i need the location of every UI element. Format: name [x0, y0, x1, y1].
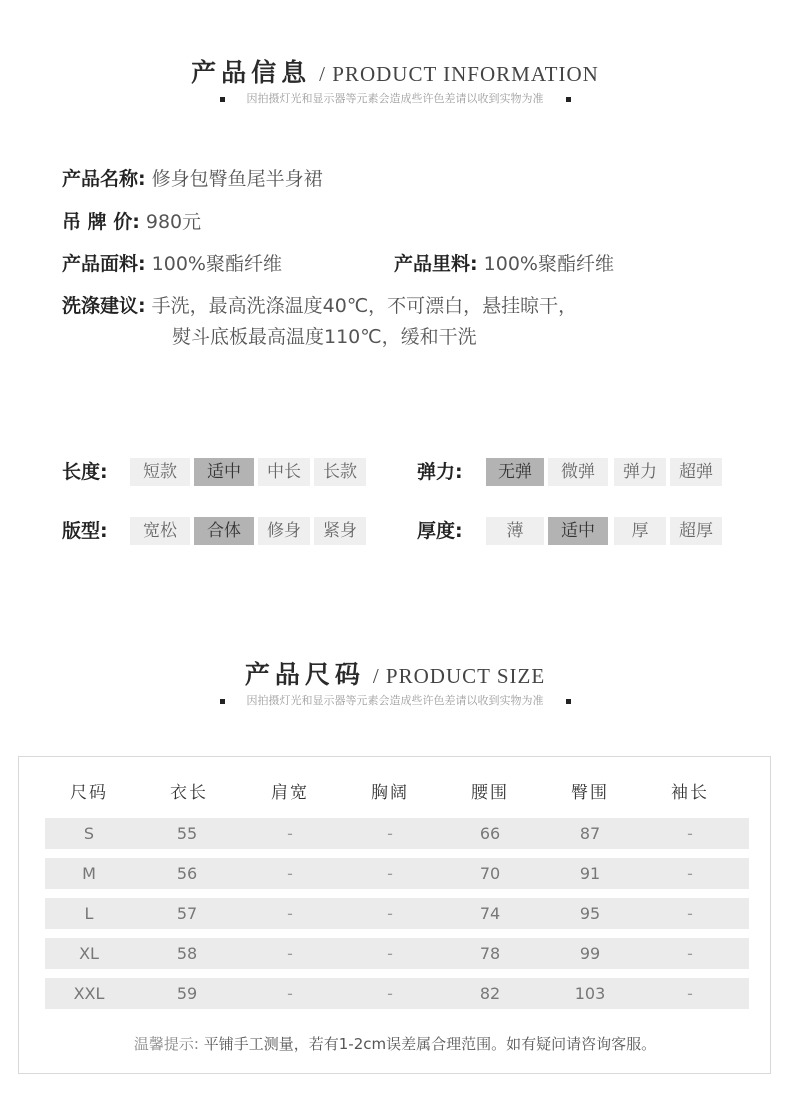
- table-cell: 103: [574, 984, 606, 1003]
- table-header: 臀围: [571, 783, 609, 803]
- fit-option-regular-selected: 合体: [194, 517, 254, 545]
- fit-label: 版型:: [62, 520, 108, 542]
- elasticity-option-slight: 微弹: [548, 458, 608, 486]
- price-row: [62, 210, 201, 234]
- table-cell: -: [387, 864, 393, 883]
- wash-label: 洗涤建议:: [62, 295, 146, 317]
- table-cell: 95: [579, 904, 601, 923]
- fabric-label: 产品面料:: [62, 253, 146, 275]
- color-disclaimer: 因拍摄灯光和显示器等元素会造成些许色差请以收到实物为准: [246, 694, 544, 707]
- table-cell-size: XL: [79, 944, 99, 963]
- info-section-subtitle: [0, 90, 790, 106]
- table-cell: 87: [579, 824, 601, 843]
- bullet-square-icon: [566, 699, 571, 704]
- size-title-en: / PRODUCT SIZE: [372, 664, 546, 688]
- thickness-option-thick: 厚: [614, 517, 666, 545]
- table-header: 袖长: [671, 783, 709, 803]
- table-cell: -: [687, 864, 693, 883]
- table-cell-size: XXL: [73, 984, 105, 1003]
- size-section-title: [0, 655, 790, 691]
- table-cell: 55: [176, 824, 198, 843]
- lining-value: 100%聚酯纤维: [483, 253, 614, 275]
- product-name-value: 修身包臀鱼尾半身裙: [151, 168, 323, 190]
- table-header: 胸阔: [371, 783, 409, 803]
- table-header: 腰围: [471, 783, 509, 803]
- info-title-cn: 产品信息: [191, 58, 312, 87]
- fabric-row: [62, 252, 282, 276]
- size-section-subtitle: [0, 692, 790, 708]
- elasticity-option-none-selected: 无弹: [486, 458, 544, 486]
- table-cell-size: M: [82, 864, 96, 883]
- table-header: 尺码: [70, 783, 108, 803]
- elasticity-option-elastic: 弹力: [614, 458, 666, 486]
- bullet-square-icon: [566, 97, 571, 102]
- wash-row: [62, 294, 577, 318]
- table-cell: -: [687, 944, 693, 963]
- info-section-title: [0, 53, 790, 89]
- table-cell: 56: [176, 864, 198, 883]
- table-header: 衣长: [170, 783, 208, 803]
- table-cell: -: [287, 984, 293, 1003]
- product-name-label: 产品名称:: [62, 168, 146, 190]
- table-cell: -: [387, 824, 393, 843]
- table-cell: -: [287, 944, 293, 963]
- table-cell: 58: [176, 944, 198, 963]
- tip-text: 平铺手工测量，若有1-2cm误差属合理范围。如有疑问请咨询客服。: [203, 1035, 657, 1053]
- thickness-label: 厚度:: [417, 520, 463, 542]
- table-cell: 78: [479, 944, 501, 963]
- bullet-square-icon: [220, 97, 225, 102]
- length-option-medium-selected: 适中: [194, 458, 254, 486]
- thickness-option-thin: 薄: [486, 517, 544, 545]
- table-cell: -: [687, 824, 693, 843]
- table-cell: -: [387, 984, 393, 1003]
- elasticity-label: 弹力:: [417, 461, 463, 483]
- table-cell: 91: [579, 864, 601, 883]
- table-cell: 99: [579, 944, 601, 963]
- fit-option-tight: 紧身: [314, 517, 366, 545]
- table-cell: 66: [479, 824, 501, 843]
- table-cell: -: [687, 904, 693, 923]
- elasticity-option-super: 超弹: [670, 458, 722, 486]
- measurement-tip: [0, 1033, 790, 1054]
- length-option-mid-long: 中长: [258, 458, 310, 486]
- length-option-short: 短款: [130, 458, 190, 486]
- table-cell: 59: [176, 984, 198, 1003]
- price-value: 980元: [145, 211, 202, 233]
- thickness-option-medium-selected: 适中: [548, 517, 608, 545]
- table-cell: 70: [479, 864, 501, 883]
- table-cell: -: [287, 864, 293, 883]
- table-cell: 57: [176, 904, 198, 923]
- price-label: 吊 牌 价:: [62, 211, 140, 233]
- fit-option-loose: 宽松: [130, 517, 190, 545]
- table-cell-size: S: [83, 824, 95, 843]
- color-disclaimer: 因拍摄灯光和显示器等元素会造成些许色差请以收到实物为准: [246, 92, 544, 105]
- info-title-en: / PRODUCT INFORMATION: [319, 62, 599, 86]
- table-cell: -: [387, 944, 393, 963]
- lining-label: 产品里料:: [394, 253, 478, 275]
- table-header: 肩宽: [271, 783, 309, 803]
- table-cell: -: [287, 824, 293, 843]
- wash-row-continued: [172, 325, 477, 349]
- wash-instructions-line1: 手洗，最高洗涤温度40℃，不可漂白，悬挂晾干，: [151, 295, 578, 317]
- table-cell-size: L: [84, 904, 94, 923]
- table-cell: 74: [479, 904, 501, 923]
- tip-label: 温馨提示:: [133, 1035, 199, 1053]
- table-cell: -: [287, 904, 293, 923]
- size-title-cn: 产品尺码: [244, 660, 365, 689]
- table-cell: -: [687, 984, 693, 1003]
- lining-row: [394, 252, 614, 276]
- fabric-value: 100%聚酯纤维: [151, 253, 282, 275]
- bullet-square-icon: [220, 699, 225, 704]
- length-label: 长度:: [62, 461, 108, 483]
- table-cell: -: [387, 904, 393, 923]
- fit-option-slim: 修身: [258, 517, 310, 545]
- table-cell: 82: [479, 984, 501, 1003]
- product-name-row: [62, 167, 323, 191]
- thickness-option-extra-thick: 超厚: [670, 517, 722, 545]
- length-option-long: 长款: [314, 458, 366, 486]
- wash-instructions-line2: 熨斗底板最高温度110℃，缓和干洗: [172, 326, 477, 348]
